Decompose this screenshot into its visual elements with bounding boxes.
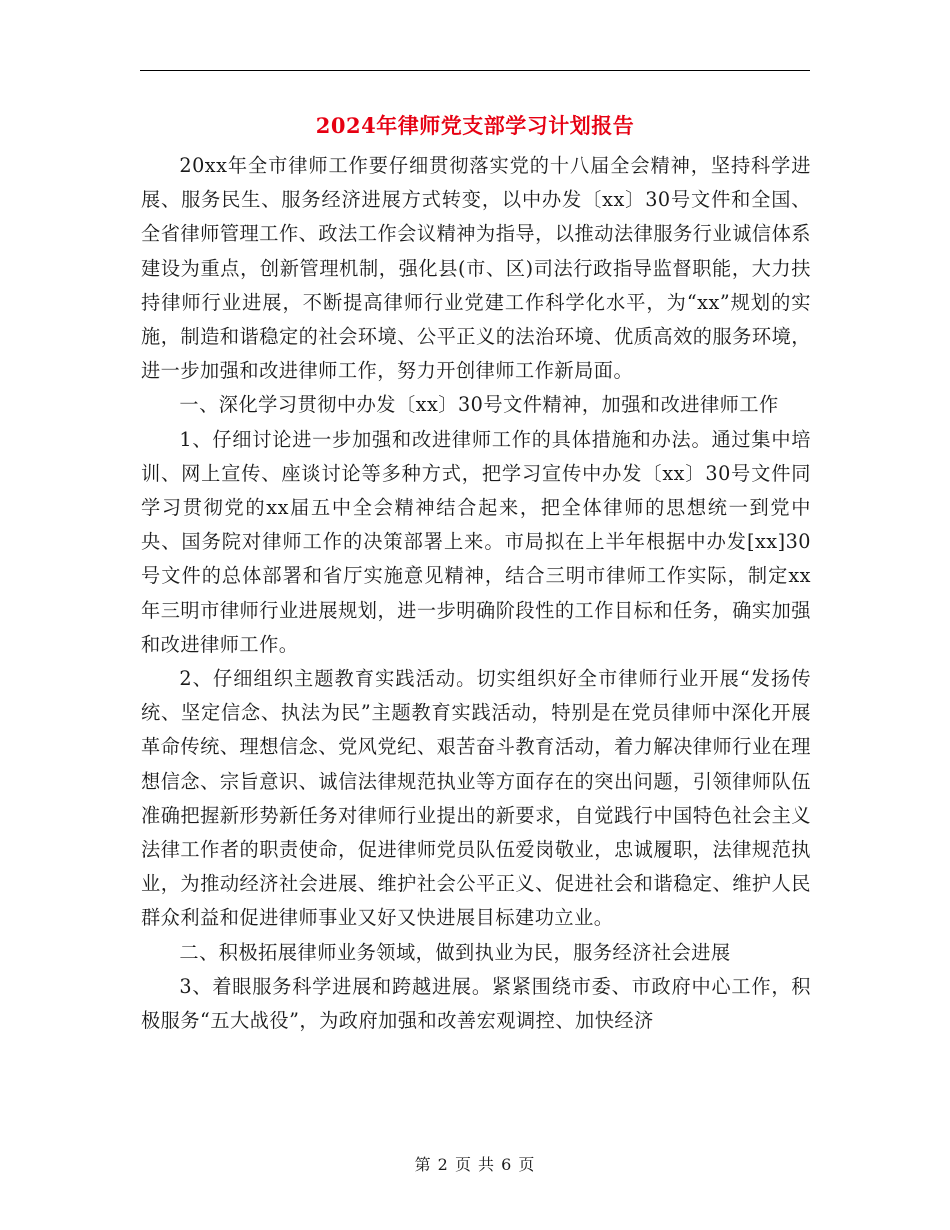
page-footer bbox=[0, 1152, 950, 1175]
section-heading-2: 二、积极拓展律师业务领域，做到执业为民，服务经济社会进展 bbox=[179, 940, 731, 964]
paragraph-item-2: 2、仔细组织主题教育实践活动。切实组织好全市律师行业开展“发扬传统、坚定信念、执法为民”主题教育实践活动，特别是在党员律师中深化开展革命传统、理想信念、党风党纪、艰苦奋斗教育活动，着力解决律师行业在理想信念、宗旨意识、诚信法律规范执业等方面存在的突出问题，引领律师队伍准确把握新形势新任务对律师行业提出的新要求，自觉践行中国特色社会主义法律工作者的职责使命，促进律师党员队伍爱岗敬业，忠诚履职，法律规范执业，为推动经济社会进展、维护社会公平正义、促进社会和谐稳定、维护人民群众利益和促进律师事业又好又快进展目标建功立业。 bbox=[141, 667, 811, 930]
section-heading-1: 一、深化学习贯彻中办发〔xx〕30号文件精神，加强和改进律师工作 bbox=[179, 393, 779, 417]
document-title: 2024年律师党支部学习计划报告 bbox=[315, 113, 635, 138]
footer-middle: 页 共 bbox=[454, 1155, 496, 1174]
footer-suffix: 页 bbox=[518, 1155, 536, 1174]
footer-total-pages: 6 bbox=[501, 1155, 513, 1174]
paragraph-intro: 20xx年全市律师工作要仔细贯彻落实党的十八届全会精神，坚持科学进展、服务民生、服务经济进展方式转变，以中办发〔xx〕30号文件和全国、全省律师管理工作、政法工作会议精神为指导，以推动法律服务行业诚信体系建设为重点，创新管理机制，强化县(市、区)司法行政指导监督职能，大力扶持律师行业进展，不断提高律师行业党建工作科学化水平，为“xx”规划的实施，制造和谐稳定的社会环境、公平正义的法治环境、优质高效的服务环境，进一步加强和改进律师工作，努力开创律师工作新局面。 bbox=[141, 154, 811, 383]
paragraph-item-1: 1、仔细讨论进一步加强和改进律师工作的具体措施和办法。通过集中培训、网上宣传、座谈讨论等多种方式，把学习宣传中办发〔xx〕30号文件同学习贯彻党的xx届五中全会精神结合起来，把全体律师的思想统一到党中央、国务院对律师工作的决策部署上来。市局拟在上半年根据中办发[xx]30号文件的总体部署和省厅实施意见精神，结合三明市律师工作实际，制定xx年三明市律师行业进展规划，进一步明确阶段性的工作目标和任务，确实加强和改进律师工作。 bbox=[141, 427, 811, 656]
header-rule bbox=[140, 70, 810, 71]
document-body bbox=[141, 149, 811, 1038]
paragraph-item-3: 3、着眼服务科学进展和跨越进展。紧紧围绕市委、市政府中心工作，积极服务“五大战役”，为政府加强和改善宏观调控、加快经济 bbox=[141, 974, 811, 1033]
footer-current-page: 2 bbox=[437, 1155, 449, 1174]
footer-prefix: 第 bbox=[414, 1155, 432, 1174]
